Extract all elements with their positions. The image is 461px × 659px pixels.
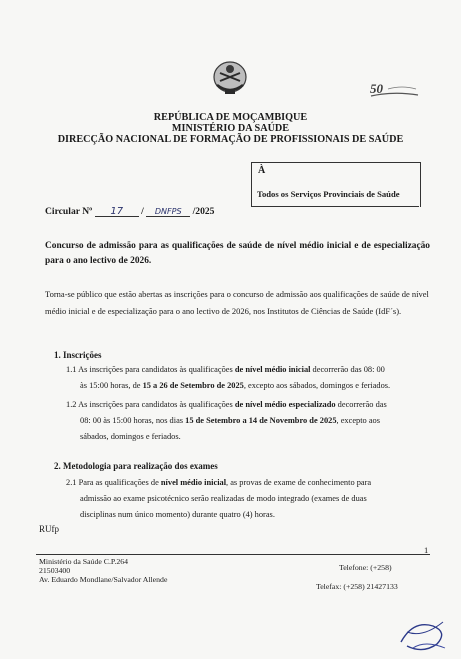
item-text: , excepto aos sábados, domingos e feriados. xyxy=(243,381,391,390)
item-text: Para as qualificações de xyxy=(76,478,161,487)
item-text: decorrerão das xyxy=(335,400,387,409)
footer-address-line3: Av. Eduardo Mondlane/Salvador Allende xyxy=(39,575,168,584)
initials: RUfp xyxy=(39,524,59,534)
circular-number: 17 xyxy=(95,207,139,217)
list-item-1-1 xyxy=(66,362,428,394)
item-continuation: admissão ao exame psicotécnico serão realizadas de modo integrado (exames de duas xyxy=(80,494,367,503)
item-number: 2.1 xyxy=(66,478,77,487)
footer-fax: Telefax: (+258) 21427133 xyxy=(316,582,398,591)
circular-year: /2025 xyxy=(192,206,215,217)
header-ministry: MINISTÉRIO DA SAÚDE xyxy=(171,123,290,134)
item-number: 1.1 xyxy=(66,365,77,374)
national-emblem-icon xyxy=(205,55,255,97)
addressee-prefix: À xyxy=(258,165,266,176)
circular-separator: / xyxy=(141,206,144,217)
addressee-box xyxy=(251,162,421,207)
addressee-box-bottom xyxy=(251,206,419,207)
item-emphasis: de nível médio inicial xyxy=(234,365,311,374)
addressee-recipient: Todos os Serviços Provinciais de Saúde xyxy=(257,189,400,199)
item-continuation: sábados, domingos e feriados. xyxy=(80,432,181,441)
list-item-2-1 xyxy=(66,475,426,523)
item-continuation xyxy=(66,413,428,429)
footer-divider xyxy=(36,554,430,555)
section-heading-metodologia: 2. Metodologia para realização dos exames xyxy=(54,461,218,471)
circular-code: DNFPS xyxy=(146,207,190,217)
item-emphasis: de nível médio especializado xyxy=(234,400,336,409)
footer-address-line2: 21503400 xyxy=(39,566,71,575)
item-text: 08: 00 às 15:00 horas, nos dias xyxy=(80,416,186,425)
item-number: 1.2 xyxy=(66,400,77,409)
item-text: , as provas de exame de conhecimento para xyxy=(226,478,372,487)
footer-address-line1: Ministério da Saúde C.P.264 xyxy=(39,557,129,566)
section-heading-inscricoes: 1. Inscrições xyxy=(54,350,102,360)
list-item-1-2 xyxy=(66,397,428,445)
item-text: decorrerão das 08: 00 xyxy=(310,365,385,374)
item-text: às 15:00 horas, de xyxy=(80,381,143,390)
anniversary-logo xyxy=(368,80,420,100)
item-continuation: disciplinas num único momento) durante quatro (4) horas. xyxy=(80,510,275,519)
item-text: , excepto aos xyxy=(336,416,381,425)
circular-label: Circular Nº xyxy=(45,206,93,217)
item-emphasis: nível médio inicial xyxy=(160,478,227,487)
item-emphasis: 15 de Setembro a 14 de Novembro de 2025 xyxy=(185,416,337,425)
item-emphasis: 15 a 26 de Setembro de 2025 xyxy=(142,381,244,390)
item-continuation xyxy=(66,378,428,394)
document-title: Concurso de admissão para as qualificações de saúde de nível médio inicial e de especialização para o ano lectivo de 2026. xyxy=(45,241,430,266)
page-number: 1 xyxy=(424,545,429,555)
item-text: As inscrições para candidatos às qualificações xyxy=(76,365,235,374)
anniversary-mark: 50 xyxy=(370,81,383,96)
header-republic: REPÚBLICA DE MOÇAMBIQUE xyxy=(153,112,308,123)
circular-reference xyxy=(45,206,214,217)
stamp-signature-icon xyxy=(393,612,453,654)
intro-paragraph: Torna-se público que estão abertas as inscrições para o concurso de admissão aos qualificações de saúde de nível médio inicial e de especialização para o ano lectivo de 2026, nos Institutos de Ciências de Saúde (IdF´s). xyxy=(45,289,429,316)
item-text: As inscrições para candidatos às qualificações xyxy=(76,400,235,409)
footer-phone: Telefone: (+258) xyxy=(339,563,392,572)
header-directorate: DIRECÇÃO NACIONAL DE FORMAÇÃO DE PROFISSIONAIS DE SAÚDE xyxy=(57,134,404,145)
